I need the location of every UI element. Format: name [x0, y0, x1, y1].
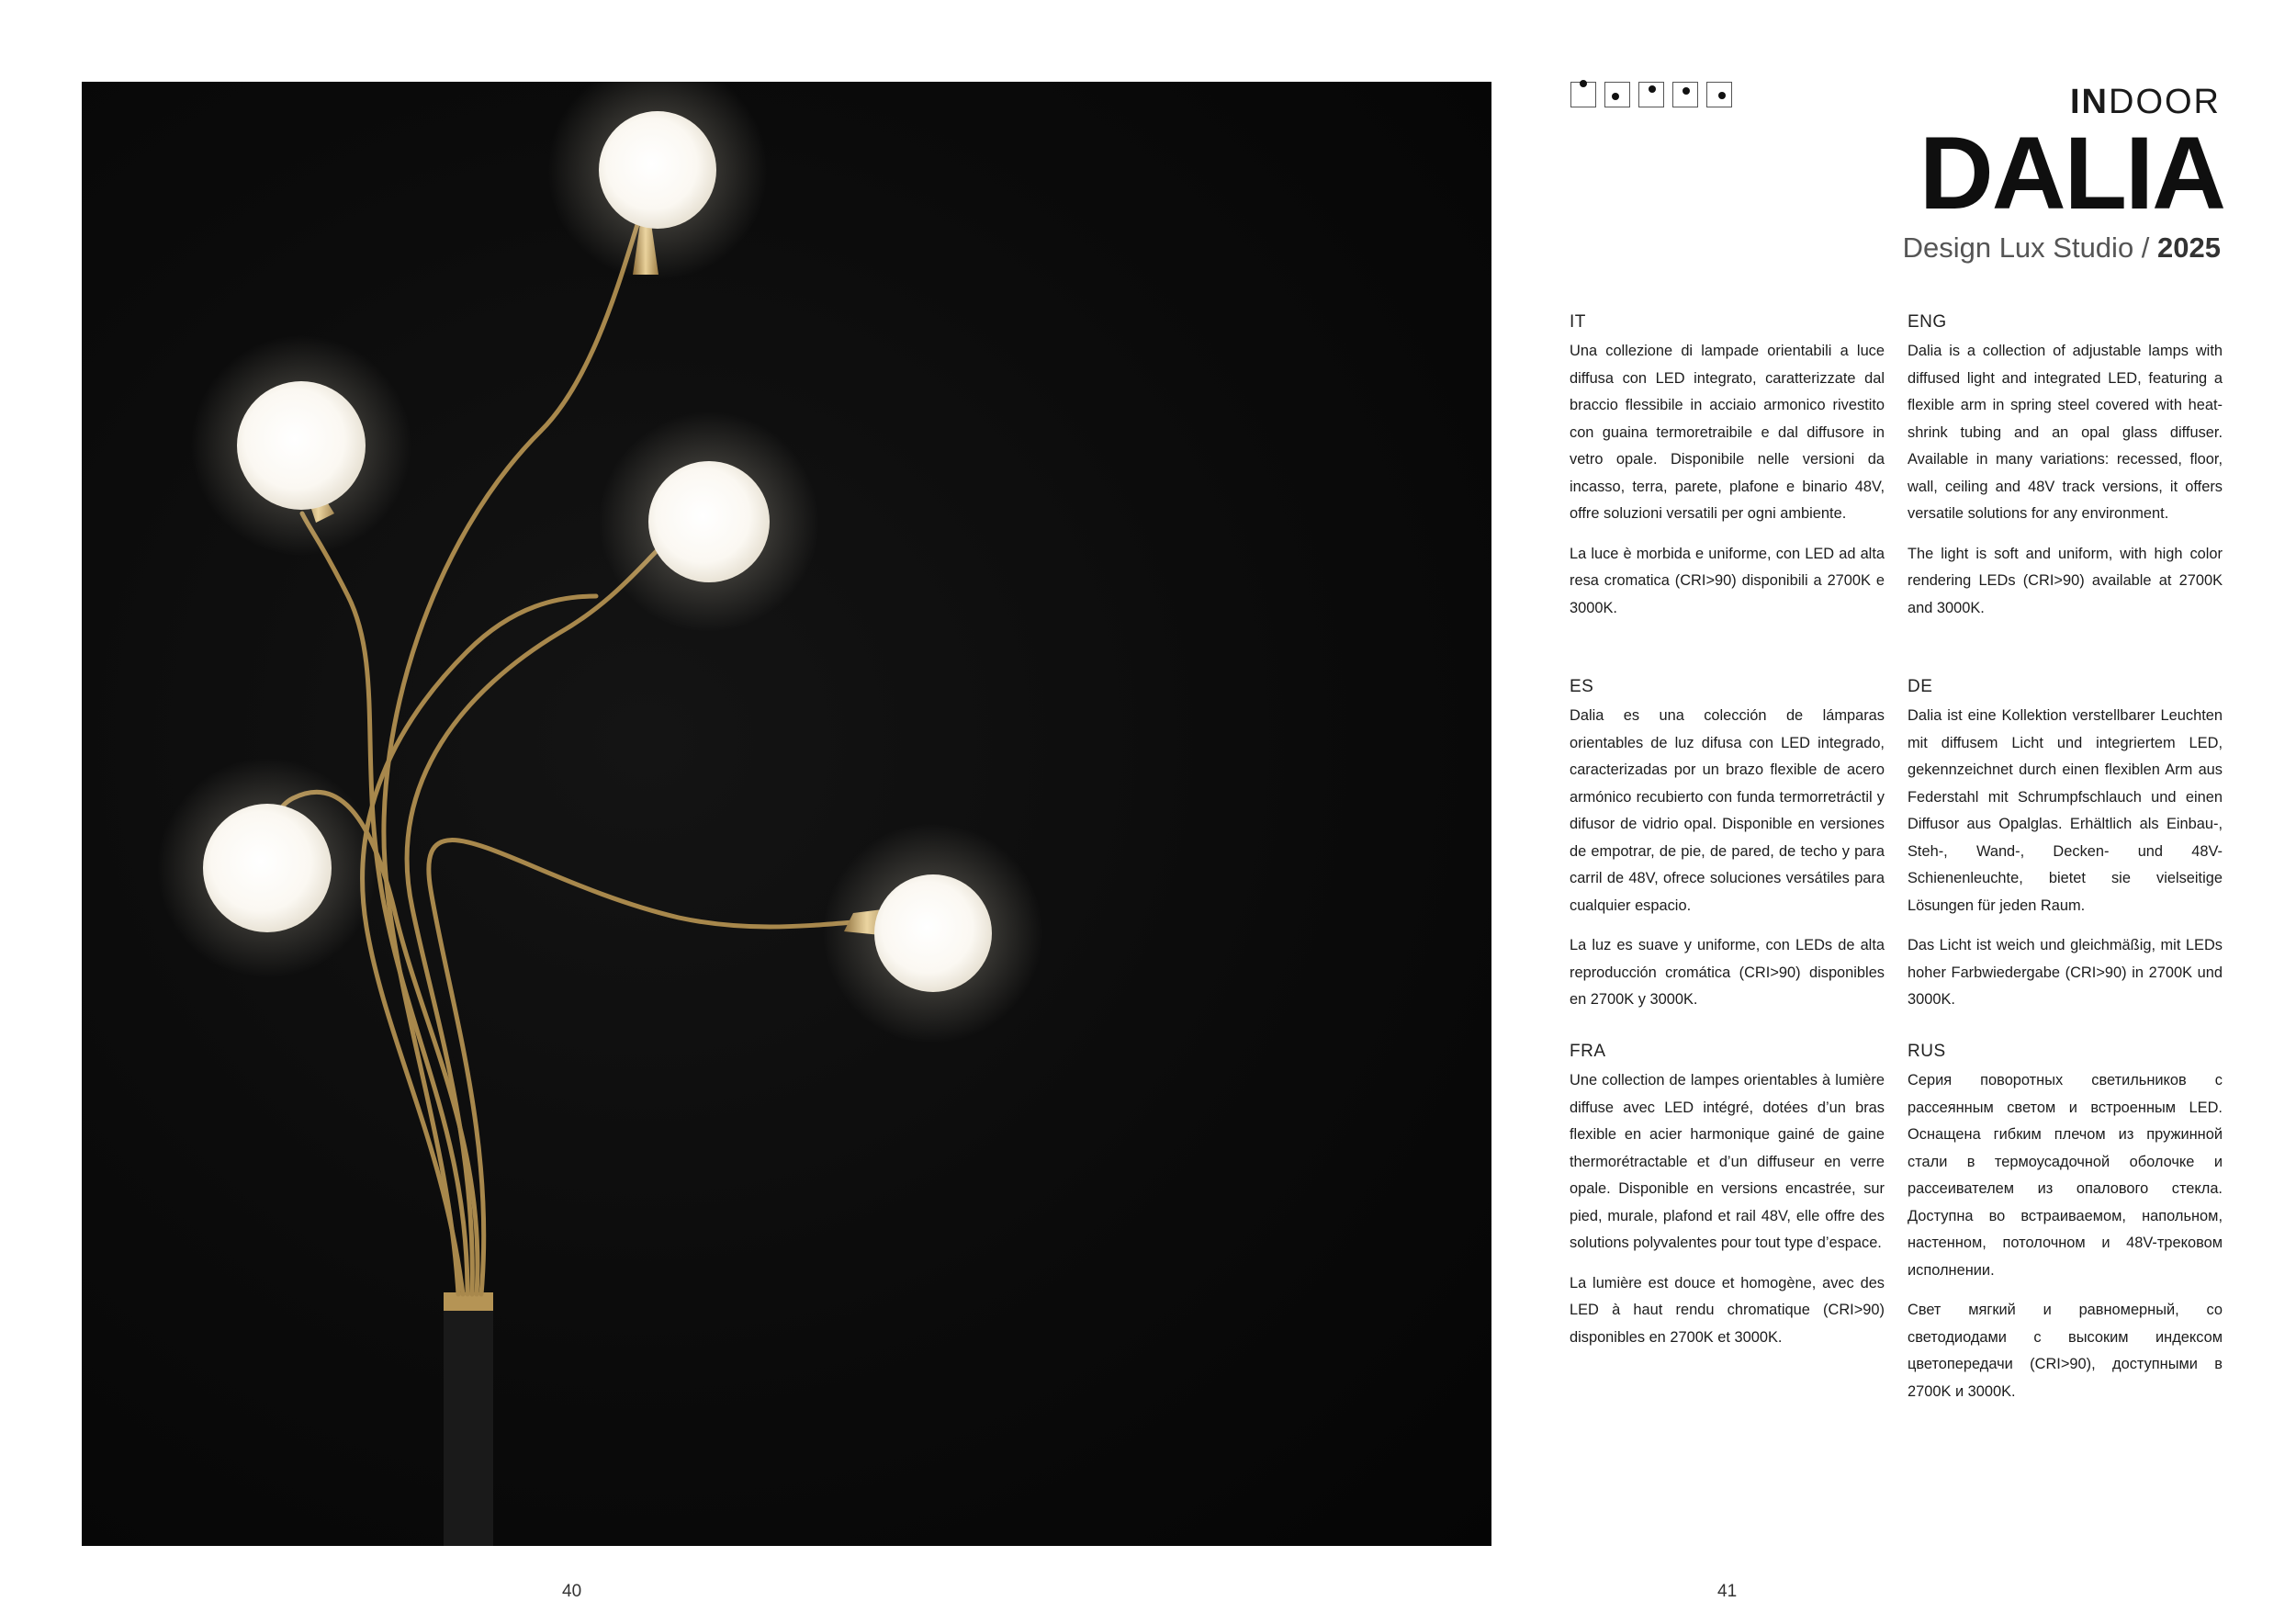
lamp-pole	[444, 1303, 493, 1546]
ceiling-icon	[1672, 82, 1698, 107]
paragraph-rus-1: Серия поворотных светильников с рассеянным светом и встроенным LED. Оснащена гибким плечом из пружинной стали в термоусадочной оболочке и рассеивателем из опалового стекла. Доступна во встраиваемом, напольном, настенном, потолочном и 48V-трековом исполнении.	[1908, 1072, 2223, 1279]
text-block-it	[1570, 312, 1885, 635]
paragraph-it-1: Una collezione di lampade orientabili a luce diffusa con LED integrato, caratterizzate dal braccio flessibile in acciaio armonico rivestito con guaina termoretraibile e dal diffusore in vetro opale. Disponibile nelle versioni da incasso, terra, parete, plafone e binario 48V, offre soluzioni versatili per ogni ambiente.	[1570, 343, 1885, 522]
glowing-globes	[157, 82, 1043, 1043]
floor-icon	[1604, 82, 1630, 107]
category-label: INDOOR	[2070, 83, 2221, 121]
mounting-type-icons	[1570, 82, 1732, 107]
track-icon	[1706, 82, 1732, 107]
lang-label-de: DE	[1908, 677, 1933, 696]
lang-label-rus: RUS	[1908, 1042, 1946, 1061]
lang-label-es: ES	[1570, 677, 1594, 696]
lang-label-fra: FRA	[1570, 1042, 1606, 1061]
paragraph-fra-2: La lumière est douce et homogène, avec des LED à haut rendu chromatique (CRI>90) disponibles en 2700K et 3000K.	[1570, 1274, 1885, 1346]
text-block-de	[1908, 677, 2223, 1027]
lang-label-eng: ENG	[1908, 312, 1947, 332]
text-block-fra	[1570, 1042, 1885, 1364]
page-number-right: 41	[1717, 1582, 1738, 1601]
wall-icon	[1638, 82, 1664, 107]
paragraph-es-1: Dalia es una colección de lámparas orientables de luz difusa con LED integrado, caracterizadas por un brazo flexible de acero armónico recubierto con funda termorretráctil y difusor de vidrio opal. Disponible en versiones de empotrar, de pie, de pared, de techo y para carril de 48V, ofrece soluciones versátiles para cualquier espacio.	[1570, 707, 1885, 914]
paragraph-rus-2: Свет мягкий и равномерный, со светодиодами с высоким индексом цветопередачи (CRI>90), доступными в 2700K и 3000K.	[1908, 1302, 2223, 1400]
page-number-left: 40	[562, 1582, 582, 1601]
paragraph-es-2: La luz es suave y uniforme, con LEDs de alta reproducción cromática (CRI>90) disponibles en 2700K y 3000K.	[1570, 937, 1885, 1008]
recessed-icon	[1570, 82, 1596, 107]
text-block-rus	[1908, 1042, 2223, 1418]
paragraph-fra-1: Une collection de lampes orientables à lumière diffuse avec LED intégré, dotées d’un bras flexible en acier harmonique gainé de gaine thermorétractable et d’un diffuseur en verre opale. Disponible en versions encastrée, sur pied, murale, plafond et rail 48V, elle offre des solutions polyvalentes pour tout type d’espace.	[1570, 1072, 1885, 1251]
paragraph-it-2: La luce è morbida e uniforme, con LED ad alta resa cromatica (CRI>90) disponibili a 2700K e 3000K.	[1570, 545, 1885, 616]
paragraph-de-2: Das Licht ist weich und gleichmäßig, mit LEDs hoher Farbwiedergabe (CRI>90) in 2700K und 3000K.	[1908, 937, 2223, 1008]
dalia-lamp-illustration	[82, 82, 1491, 1546]
paragraph-eng-2: The light is soft and uniform, with high color rendering LEDs (CRI>90) available at 2700K and 3000K.	[1908, 545, 2223, 616]
designer-line: Design Lux Studio / 2025	[1902, 231, 2221, 264]
product-photo	[82, 82, 1491, 1546]
text-block-eng	[1908, 312, 2223, 635]
lang-label-it: IT	[1570, 312, 1586, 332]
paragraph-eng-1: Dalia is a collection of adjustable lamps with diffused light and integrated LED, featuring a flexible arm in spring steel covered with heat-shrink tubing and an opal glass diffuser. Available in many variations: recessed, floor, wall, ceiling and 48V track versions, it offers versatile solutions for any environment.	[1908, 343, 2223, 522]
text-block-es	[1570, 677, 1885, 1027]
product-title: DALIA	[1919, 116, 2224, 231]
paragraph-de-1: Dalia ist eine Kollektion verstellbarer Leuchten mit diffusem Licht und integriertem LED, gekennzeichnet durch einen flexiblen Arm aus Federstahl mit Schrumpfschlauch und einen Diffusor aus Opalglas. Erhältlich als Einbau-, Steh-, Wand-, Decken- und 48V-Schienenleuchte, bietet sie vielseitige Lösungen für jeden Raum.	[1908, 707, 2223, 914]
